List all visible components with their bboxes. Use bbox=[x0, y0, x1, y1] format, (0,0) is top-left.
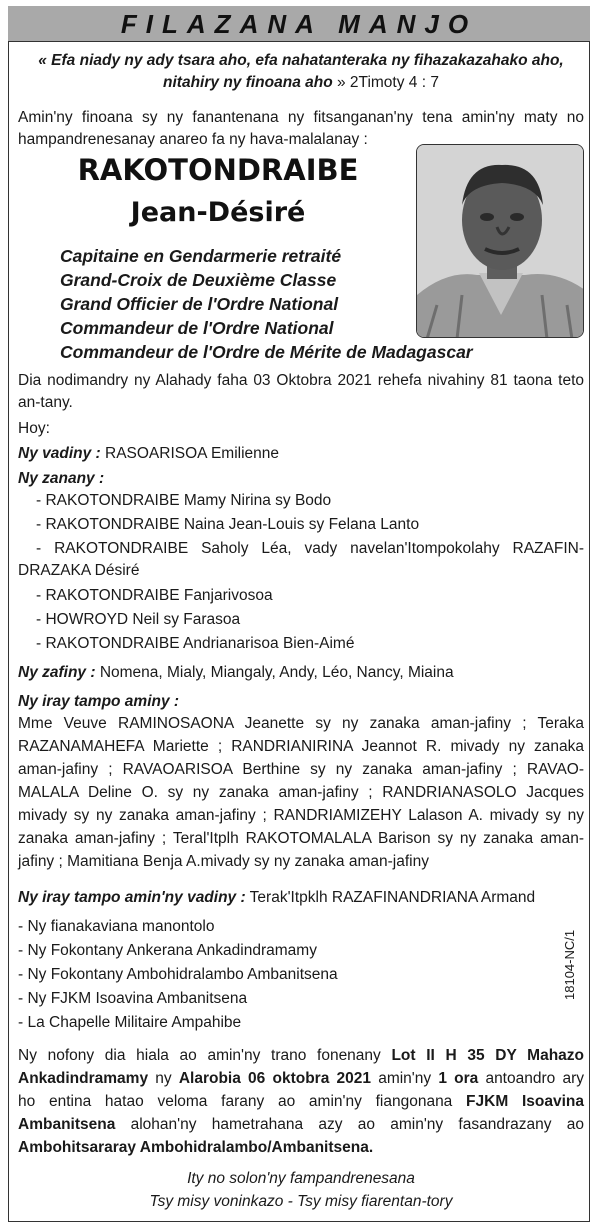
deceased-given-name: Jean-Désiré bbox=[130, 197, 306, 228]
community-item: - Ny fianakaviana manontolo bbox=[18, 918, 215, 935]
child-item-continued: DRAZAKA Désiré bbox=[18, 562, 140, 579]
funeral-line-5: Ambohitsararay Ambohidralambo/Ambanitsena. bbox=[18, 1139, 374, 1156]
grandchildren-line: Ny zafiny : Nomena, Mialy, Miangaly, Andy, Léo, Nancy, Miaina bbox=[18, 664, 454, 681]
notice-banner bbox=[8, 6, 590, 42]
intro-line-1: Amin'ny finoana sy ny fanantenana ny fitsanganan'ny tena amin'ny maty no bbox=[18, 109, 584, 126]
scripture-quote-line-1: « Efa niady ny ady tsara aho, efa nahatanteraka ny fihazakazahako aho, bbox=[38, 52, 564, 69]
deceased-portrait bbox=[416, 144, 584, 338]
siblings-label: Ny iray tampo aminy : bbox=[18, 693, 180, 710]
child-item: - RAKOTONDRAIBE Mamy Nirina sy Bodo bbox=[36, 492, 332, 509]
siblings-text-line: MALALA Deline O. sy ny zanaka aman-jafiny ; RANDRIANASOLO Jacques bbox=[18, 784, 584, 801]
footer-line-2: Tsy misy voninkazo - Tsy misy fiarentan-tory bbox=[149, 1193, 453, 1210]
community-item: - La Chapelle Militaire Ampahibe bbox=[18, 1014, 242, 1031]
community-item: - Ny Fokontany Ambohidralambo Ambanitsena bbox=[18, 966, 338, 983]
siblings-text-line: RAZANAMAHEFA Mariette ; RANDRIANIRINA Jeannot R. mivady ny zanaka bbox=[18, 738, 584, 755]
hoy-label: Hoy: bbox=[18, 420, 50, 437]
title-line: Commandeur de l'Ordre National bbox=[60, 318, 334, 338]
siblings-text-line: Mme Veuve RAMINOSAONA Jeanette sy ny zanaka aman-jafiny ; Teraka bbox=[18, 715, 584, 732]
funeral-line-1: Ny nofony dia hiala ao amin'ny trano fonenany Lot II H 35 DY Mahazo bbox=[18, 1047, 584, 1064]
child-item: - RAKOTONDRAIBE Fanjarivosoa bbox=[36, 587, 273, 604]
title-line: Capitaine en Gendarmerie retraité bbox=[60, 246, 342, 266]
footer-line-1: Ity no solon'ny fampandrenesana bbox=[187, 1170, 415, 1187]
funeral-line-2: Ankadindramamy ny Alarobia 06 oktobra 2021 amin'ny 1 ora antoandro ary bbox=[18, 1070, 584, 1087]
child-item: - HOWROYD Neil sy Farasoa bbox=[36, 611, 241, 628]
child-item: - RAKOTONDRAIBE Naina Jean-Louis sy Felana Lanto bbox=[36, 516, 420, 533]
title-line: Commandeur de l'Ordre de Mérite de Madagascar bbox=[60, 342, 473, 362]
deceased-surname: RAKOTONDRAIBE bbox=[77, 153, 359, 187]
spouse-line: Ny vadiny : RASOARISOA Emilienne bbox=[18, 445, 280, 462]
title-line: Grand Officier de l'Ordre National bbox=[60, 294, 339, 314]
intro-line-2: hampandrenesanay anareo fa ny hava-malalanay : bbox=[18, 131, 368, 148]
death-notice-line-1: Dia nodimandry ny Alahady faha 03 Oktobra 2021 rehefa nivahiny 81 taona teto bbox=[18, 372, 584, 389]
notice-reference-number: 18104-NC/1 bbox=[562, 929, 577, 1000]
title-line: Grand-Croix de Deuxième Classe bbox=[60, 270, 337, 290]
funeral-line-3: ho entina hatao veloma farany ao amin'ny fiangonana FJKM Isoavina bbox=[18, 1093, 585, 1110]
portrait-image bbox=[417, 145, 584, 338]
child-item: - RAKOTONDRAIBE Andrianarisoa Bien-Aimé bbox=[36, 635, 355, 652]
community-item: - Ny Fokontany Ankerana Ankadindramamy bbox=[18, 942, 317, 959]
community-item: - Ny FJKM Isoavina Ambanitsena bbox=[18, 990, 248, 1007]
children-label: Ny zanany : bbox=[18, 470, 105, 487]
death-notice-line-2: an-tany. bbox=[18, 394, 73, 411]
spouse-siblings-line: Ny iray tampo amin'ny vadiny : Terak'Itpklh RAZAFINANDRIANA Armand bbox=[18, 889, 536, 906]
child-item: - RAKOTONDRAIBE Saholy Léa, vady navelan'Itompokolahy RAZAFIN- bbox=[36, 540, 584, 557]
siblings-text-line: aman-jafiny ; RAVAOARISOA Berthine sy ny zanaka aman-jafiny ; RAVAO- bbox=[18, 761, 584, 778]
scripture-quote-line-2: nitahiry ny finoana aho » 2Timoty 4 : 7 bbox=[163, 74, 439, 91]
siblings-text-line: jafiny ; Mamitiana Benja A.mivady sy ny zanaka aman-jafiny bbox=[18, 853, 429, 870]
funeral-line-4: Ambanitsena alohan'ny hametrahana azy ao amin'ny fasandrazany ao bbox=[18, 1116, 584, 1133]
banner-title: FILAZANA MANJO bbox=[120, 9, 478, 39]
siblings-text-line: mivady sy ny zanaka aman-jafiny ; RANDRIAMIZEHY Lalason A. mivady sy ny bbox=[18, 807, 584, 824]
siblings-text-line: zanaka aman-jafiny ; Teral'Itplh RAKOTOMALALA Barison sy ny zanaka aman- bbox=[18, 830, 584, 847]
